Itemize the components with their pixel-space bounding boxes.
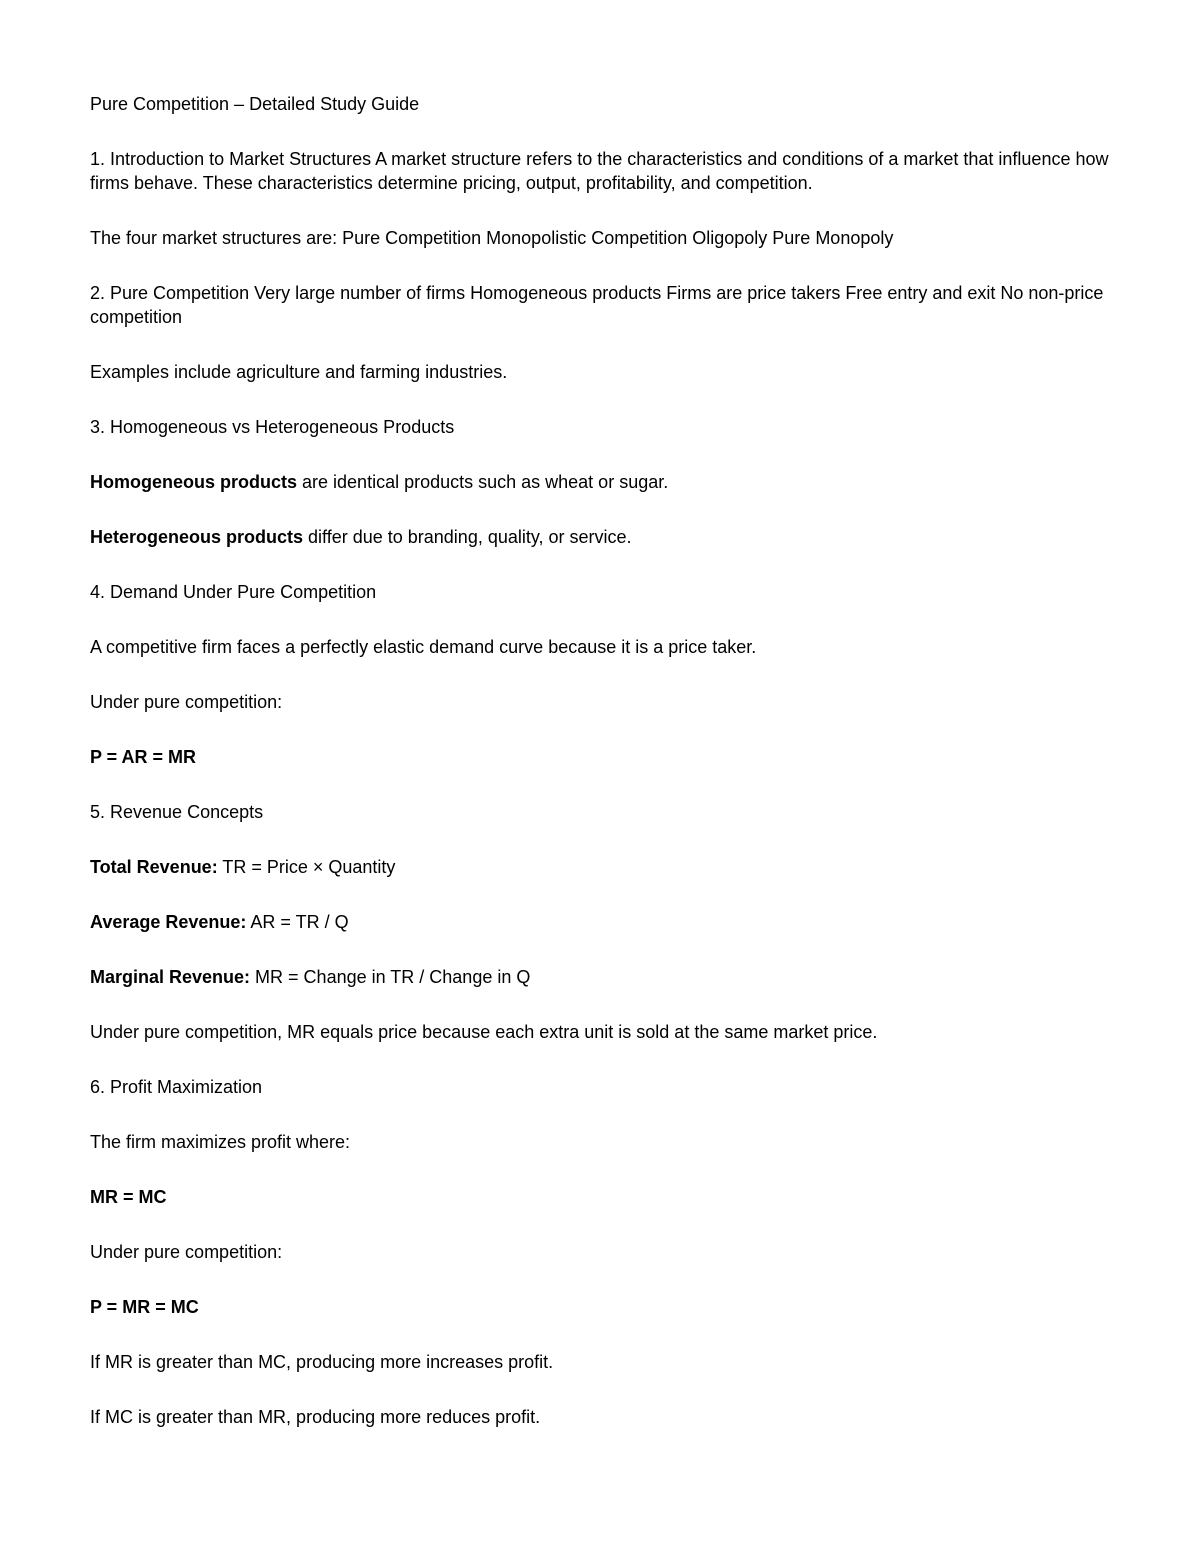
examples-paragraph: Examples include agriculture and farming industries. xyxy=(90,362,508,382)
homogeneous-products-term: Homogeneous products xyxy=(90,472,298,492)
section-6-heading: 6. Profit Maximization xyxy=(90,1077,263,1097)
mr-mc-equation: MR = MC xyxy=(90,1187,167,1207)
average-revenue-term: Average Revenue: xyxy=(90,912,247,932)
document-title: Pure Competition – Detailed Study Guide xyxy=(90,94,420,114)
mr-equals-price-paragraph: Under pure competition, MR equals price because each extra unit is sold at the same market price. xyxy=(90,1022,878,1042)
marginal-revenue-paragraph xyxy=(90,965,1120,989)
average-revenue-paragraph xyxy=(90,910,1120,934)
profit-max-condition-label: The firm maximizes profit where: xyxy=(90,1132,351,1152)
document-body xyxy=(90,92,1120,1460)
section-2-pure-competition-paragraph: 2. Pure Competition Very large number of firms Homogeneous products Firms are price takers Free entry and exit No non-price competition xyxy=(90,283,1104,327)
heterogeneous-products-definition: differ due to branding, quality, or service. xyxy=(303,527,632,547)
section-1-intro-paragraph: 1. Introduction to Market Structures A market structure refers to the characteristics and conditions of a market that influence how firms behave. These characteristics determine pricing, output, profitability, and competition. xyxy=(90,149,1109,193)
heterogeneous-products-paragraph xyxy=(90,525,1120,549)
p-mr-mc-equation: P = MR = MC xyxy=(90,1297,199,1317)
total-revenue-term: Total Revenue: xyxy=(90,857,218,877)
total-revenue-formula: TR = Price × Quantity xyxy=(217,857,396,877)
section-3-heading: 3. Homogeneous vs Heterogeneous Products xyxy=(90,417,455,437)
under-pure-competition-label-2: Under pure competition: xyxy=(90,1242,283,1262)
section-4-heading: 4. Demand Under Pure Competition xyxy=(90,582,377,602)
under-pure-competition-label-1: Under pure competition: xyxy=(90,692,283,712)
mc-greater-than-mr-paragraph: If MC is greater than MR, producing more reduces profit. xyxy=(90,1407,541,1427)
total-revenue-paragraph xyxy=(90,855,1120,879)
p-ar-mr-equation: P = AR = MR xyxy=(90,747,197,767)
market-structures-list-paragraph: The four market structures are: Pure Competition Monopolistic Competition Oligopoly Pure Monopoly xyxy=(90,228,894,248)
marginal-revenue-term: Marginal Revenue: xyxy=(90,967,251,987)
average-revenue-formula: AR = TR / Q xyxy=(246,912,349,932)
heterogeneous-products-term: Heterogeneous products xyxy=(90,527,304,547)
homogeneous-products-paragraph xyxy=(90,470,1120,494)
mr-greater-than-mc-paragraph: If MR is greater than MC, producing more increases profit. xyxy=(90,1352,554,1372)
demand-curve-paragraph: A competitive firm faces a perfectly elastic demand curve because it is a price taker. xyxy=(90,637,757,657)
section-5-heading: 5. Revenue Concepts xyxy=(90,802,264,822)
homogeneous-products-definition: are identical products such as wheat or sugar. xyxy=(297,472,669,492)
marginal-revenue-formula: MR = Change in TR / Change in Q xyxy=(250,967,531,987)
